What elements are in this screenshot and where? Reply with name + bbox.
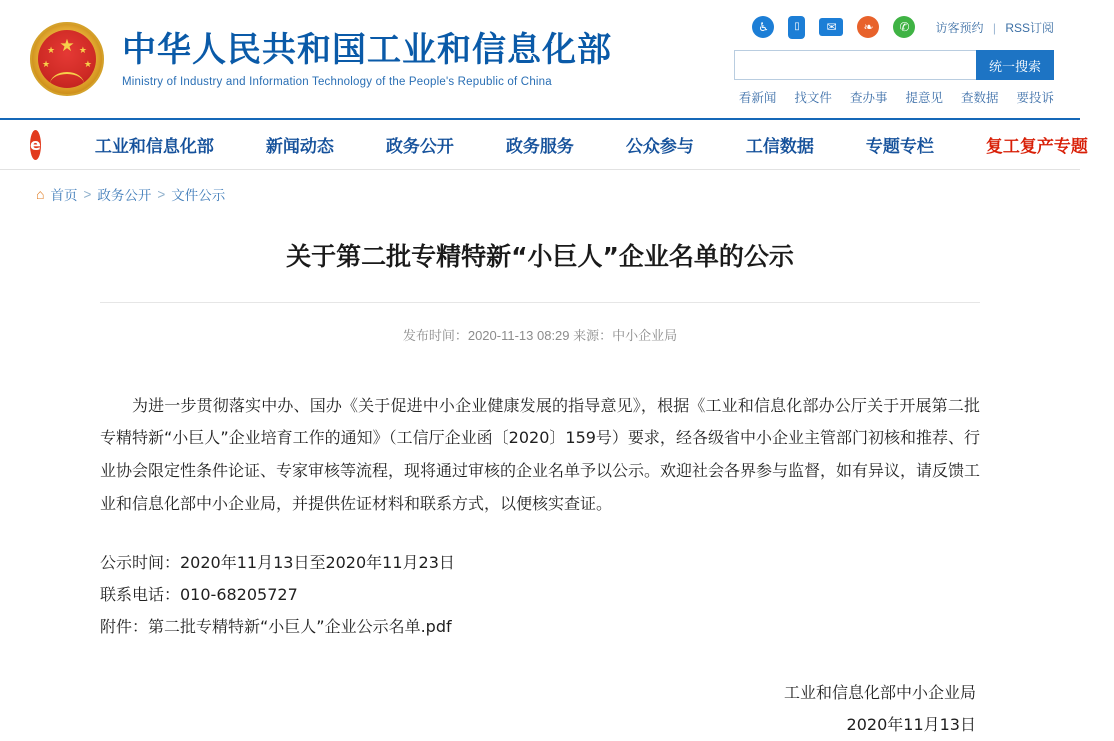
quicklink-documents[interactable]: 找文件 [794, 91, 832, 105]
header-right [734, 14, 1054, 106]
wechat-icon[interactable]: ✆ [893, 16, 915, 38]
quicklink-data[interactable]: 查数据 [960, 91, 999, 105]
quicklink-news[interactable]: 看新闻 [738, 91, 777, 105]
article-meta: 发布时间：2020-11-13 08:29 来源：中小企业局 [402, 327, 678, 343]
site-brand[interactable] [30, 22, 612, 96]
main-navigation [0, 118, 1088, 170]
nav-item-public-participation[interactable]: 公众参与 [625, 137, 694, 157]
nav-item-government-services[interactable]: 政务服务 [505, 137, 574, 157]
article-info-block [100, 547, 980, 643]
nav-item-news[interactable]: 新闻动态 [265, 137, 334, 157]
article [100, 238, 980, 741]
signature-date: 2020年11月13日 [846, 714, 976, 734]
header-link-separator: | [992, 20, 996, 35]
nav-item-government-affairs-disclosure[interactable]: 政务公开 [385, 137, 454, 157]
mobile-icon[interactable]: ▯ [788, 16, 805, 39]
article-signature [100, 677, 980, 741]
quicklink-services[interactable]: 查办事 [849, 91, 888, 105]
article-paragraph-1: 为进一步贯彻落实中办、国办《关于促进中小企业健康发展的指导意见》，根据《工业和信息化部办公厅关于开展第二批专精特新“小巨人”企业培育工作的通知》（工信厅企业函〔2020〕159号）要求，经各级省中小企业主管部门初核和推荐、行业协会限定性条件论证、专家审核等流程，现将通过审核的企业名单予以公示。欢迎社会各界参与监督，如有异议，请反馈工业和信息化部中小企业局，并提供佐证材料和联系方式，以便核实查证。 [100, 395, 981, 513]
nav-item-special-columns[interactable]: 专题专栏 [865, 137, 934, 157]
notice-period: 公示时间：2020年11月13日至2020年11月23日 [100, 552, 455, 572]
header-icon-row [734, 14, 1054, 40]
attachment-link[interactable]: 附件：第二批专精特新“小巨人”企业公示名单.pdf [100, 616, 452, 636]
site-header [0, 0, 1080, 118]
nav-logo-icon[interactable]: e [30, 130, 41, 160]
nav-items [69, 132, 1114, 157]
contact-phone: 联系电话：010-68205727 [100, 584, 298, 604]
header-links [935, 19, 1054, 36]
page-title: 关于第二批专精特新“小巨人”企业名单的公示 [100, 238, 980, 303]
breadcrumb-item-document-notice[interactable]: 文件公示 [171, 188, 226, 203]
search-button[interactable]: 统一搜索 [976, 50, 1054, 80]
accessibility-icon[interactable]: ♿ [752, 16, 774, 38]
quicklink-complaint[interactable]: 要投诉 [1016, 91, 1054, 105]
signature-organization: 工业和信息化部中小企业局 [783, 682, 976, 702]
rss-link[interactable]: RSS订阅 [1005, 20, 1054, 35]
breadcrumb [0, 170, 1080, 204]
nav-item-industry-data[interactable]: 工信数据 [745, 137, 814, 157]
breadcrumb-separator-1: > [83, 186, 92, 202]
site-title-en: Ministry of Industry and Information Technology of the People's Republic of China [122, 76, 552, 89]
site-title-cn: 中华人民共和国工业和信息化部 [122, 29, 612, 70]
nav-item-ministry[interactable]: 工业和信息化部 [94, 137, 214, 157]
search-bar [734, 50, 1054, 80]
mail-icon[interactable]: ✉ [819, 18, 843, 36]
national-emblem-icon: ★ ★ ★ ★ ★ [30, 22, 104, 96]
quicklink-feedback[interactable]: 提意见 [905, 91, 943, 105]
search-input[interactable] [734, 50, 976, 80]
visit-reservation-link[interactable]: 访客预约 [935, 20, 984, 35]
nav-item-resumption-of-work[interactable]: 复工复产专题 [985, 137, 1088, 157]
breadcrumb-item-home[interactable]: 首页 [50, 188, 78, 203]
home-icon[interactable]: ⌂ [36, 186, 45, 202]
quick-links [734, 88, 1054, 106]
breadcrumb-item-disclosure[interactable]: 政务公开 [97, 188, 152, 203]
weibo-icon[interactable]: ❧ [857, 16, 879, 38]
breadcrumb-separator-2: > [157, 186, 166, 202]
article-body [100, 390, 980, 741]
